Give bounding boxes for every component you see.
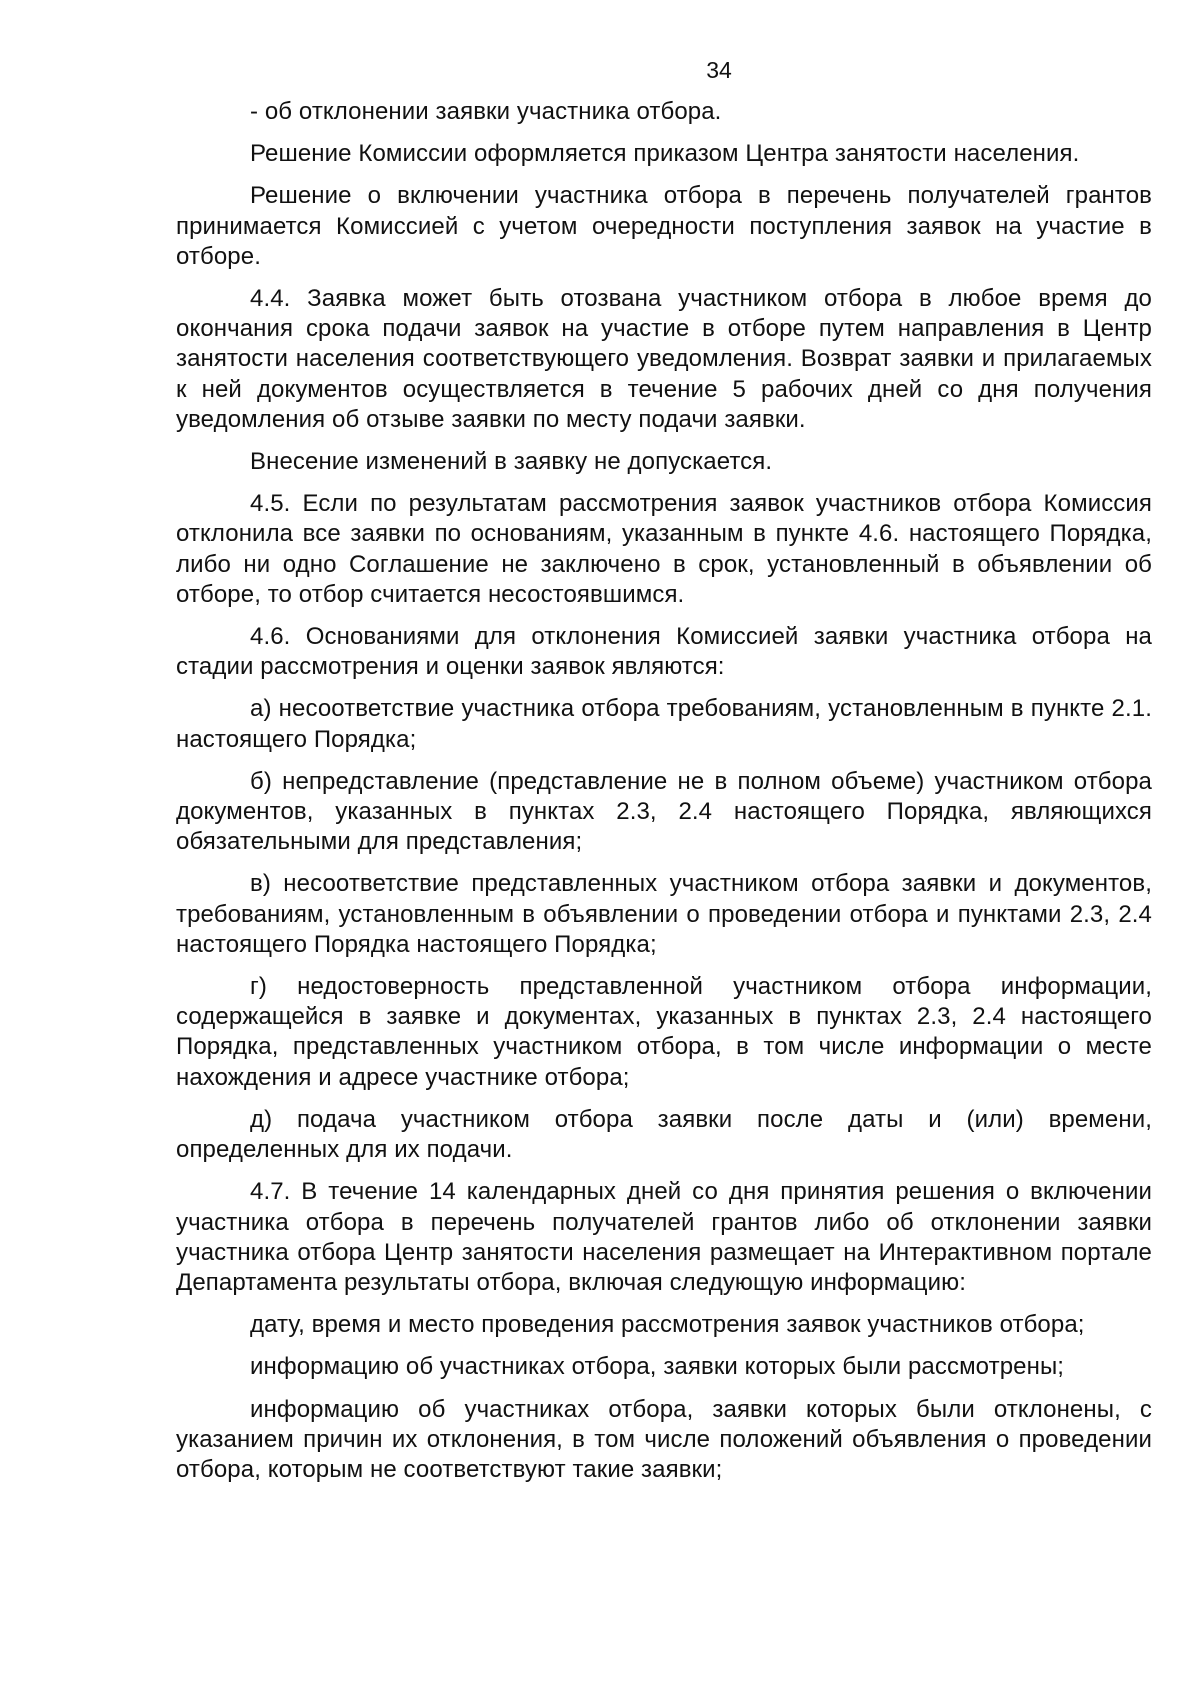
paragraph-4-4: 4.4. Заявка может быть отозвана участником отбора в любое время до окончания срока подачи заявок на участие в отборе путем направления в Центр занятости населения соответствующего уведомления. Возврат заявки и прилагаемых к ней документов осуществляется в течение 5 рабочих дней со дня получения уведомления об отзыве заявки по месту подачи заявки.: [176, 285, 1152, 433]
page-number: 34: [706, 57, 732, 83]
paragraph-info-rejected: информацию об участниках отбора, заявки которых были отклонены, с указанием причин их отклонения, в том числе положений объявления о проведении отбора, которым не соответствуют такие заявки;: [176, 1395, 1152, 1483]
paragraph-info-considered: информацию об участниках отбора, заявки которых были рассмотрены;: [250, 1353, 1065, 1381]
paragraph-rejection-item: - об отклонении заявки участника отбора.: [250, 98, 722, 125]
paragraph-4-7: 4.7. В течение 14 календарных дней со дня принятия решения о включении участника отбора в перечень получателей грантов либо об отклонении заявки участника отбора Центр занятости населения размещает на Интерактивном портале Департамента результаты отбора, включая следующую информацию:: [176, 1178, 1152, 1296]
paragraph-4-6-v: в) несоответствие представленных участником отбора заявки и документов, требованиям, установленным в объявлении о проведении отбора и пунктами 2.3, 2.4 настоящего Порядка настоящего Порядка;: [176, 870, 1152, 958]
paragraph-commission-decision: Решение Комиссии оформляется приказом Центра занятости населения.: [250, 140, 1080, 168]
paragraph-4-6-g: г) недостоверность представленной участником отбора информации, содержащейся в заявке и документах, указанных в пунктах 2.3, 2.4 настоящего Порядка, представленных участником отбора, в том числе информации о месте нахождения и адресе участнике отбора;: [176, 973, 1152, 1091]
paragraph-4-5: 4.5. Если по результатам рассмотрения заявок участников отбора Комиссия отклонила все заявки по основаниям, указанным в пункте 4.6. настоящего Порядка, либо ни одно Соглашение не заключено в срок, установленный в объявлении об отборе, то отбор считается несостоявшимся.: [176, 490, 1152, 608]
paragraph-no-changes: Внесение изменений в заявку не допускается.: [250, 448, 773, 476]
document-page: [176, 55, 1152, 1497]
paragraph-4-6-d: д) подача участником отбора заявки после даты и (или) времени, определенных для их подачи.: [176, 1105, 1152, 1164]
paragraph-4-6-b: б) непредставление (представление не в полном объеме) участником отбора документов, указанных в пунктах 2.3, 2.4 настоящего Порядка, являющихся обязательными для представления;: [176, 767, 1152, 856]
paragraph-4-6-a: а) несоответствие участника отбора требованиям, установленным в пункте 2.1. настоящего Порядка;: [176, 695, 1152, 753]
paragraph-inclusion-decision: Решение о включении участника отбора в перечень получателей грантов принимается Комиссией с учетом очередности поступления заявок на участие в отборе.: [176, 182, 1152, 270]
paragraph-info-date: дату, время и место проведения рассмотрения заявок участников отбора;: [250, 1311, 1085, 1339]
paragraph-4-6: 4.6. Основаниями для отклонения Комиссией заявки участника отбора на стадии рассмотрения и оценки заявок являются:: [176, 623, 1152, 681]
